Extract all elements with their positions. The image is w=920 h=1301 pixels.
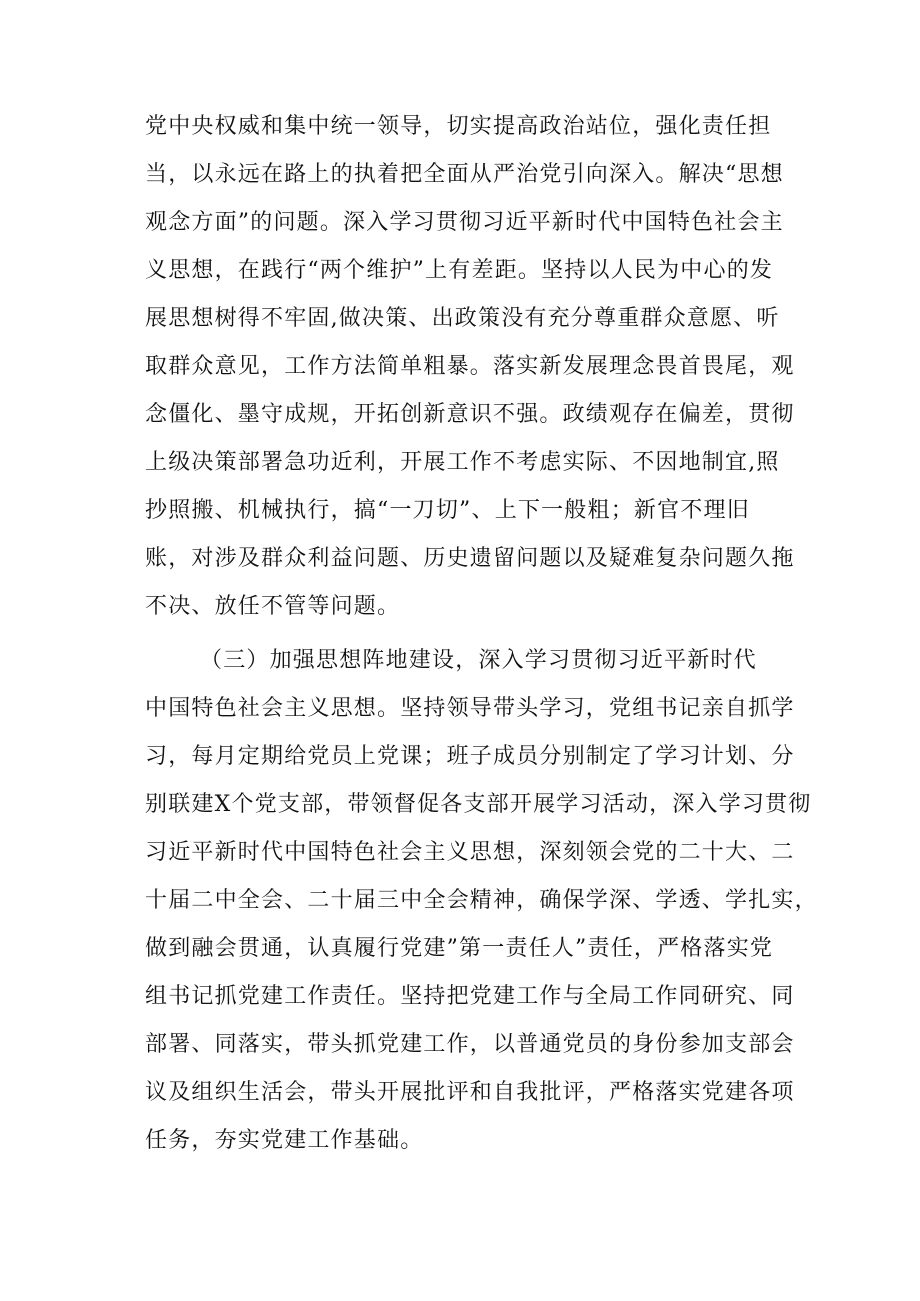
- text-line: 念僵化、墨守成规，开拓创新意识不强。政绩观存在偏差，贯彻: [145, 402, 795, 427]
- text-line: 观念方面”的问题。深入学习贯彻习近平新时代中国特色社会主: [145, 210, 784, 235]
- text-line: 十届二中全会、二十届三中全会精神，确保学深、学透、学扎实，: [145, 888, 818, 913]
- text-line: 展思想树得不牢固,做决策、出政策没有充分尊重群众意愿、听: [145, 306, 780, 331]
- text-line: 任务，夯实党建工作基础。: [145, 1128, 424, 1153]
- text-line: 组书记抓党建工作责任。坚持把党建工作与全局工作同研究、同: [145, 984, 795, 1009]
- section-heading-line: （三）加强思想阵地建设，深入学习贯彻习近平新时代: [200, 648, 757, 673]
- text-line: 抄照搬、机械执行，搞“一刀切”、上下一般粗；新官不理旧: [145, 498, 750, 523]
- text-line: 不决、放任不管等问题。: [145, 594, 401, 619]
- text-line: 习近平新时代中国特色社会主义思想，深刻领会党的二十大、二: [145, 840, 795, 865]
- text-line: 账，对涉及群众利益问题、历史遗留问题以及疑难复杂问题久拖: [145, 546, 795, 571]
- text-line: 党中央权威和集中统一领导，切实提高政治站位，强化责任担: [145, 114, 772, 139]
- text-line: 部署、同落实，带头抓党建工作，以普通党员的身份参加支部会: [145, 1032, 795, 1057]
- text-line: 上级决策部署急功近利，开展工作不考虑实际、不因地制宜,照: [145, 450, 780, 475]
- text-line: 取群众意见，工作方法简单粗暴。落实新发展理念畏首畏尾，观: [145, 354, 795, 379]
- text-line: 当，以永远在路上的执着把全面从严治党引向深入。解决“思想: [145, 162, 784, 187]
- text-line: 议及组织生活会，带头开展批评和自我批评，严格落实党建各项: [145, 1080, 795, 1105]
- text-line: 中国特色社会主义思想。坚持领导带头学习，党组书记亲自抓学: [145, 696, 795, 721]
- text-line: 习，每月定期给党员上党课；班子成员分别制定了学习计划、分: [145, 744, 795, 769]
- text-line: 别联建X个党支部，带领督促各支部开展学习活动，深入学习贯彻: [145, 792, 812, 817]
- text-line: 做到融会贯通，认真履行党建”第一责任人”责任，严格落实党: [145, 936, 774, 961]
- text-line: 义思想，在践行“两个维护”上有差距。坚持以人民为中心的发: [145, 258, 774, 283]
